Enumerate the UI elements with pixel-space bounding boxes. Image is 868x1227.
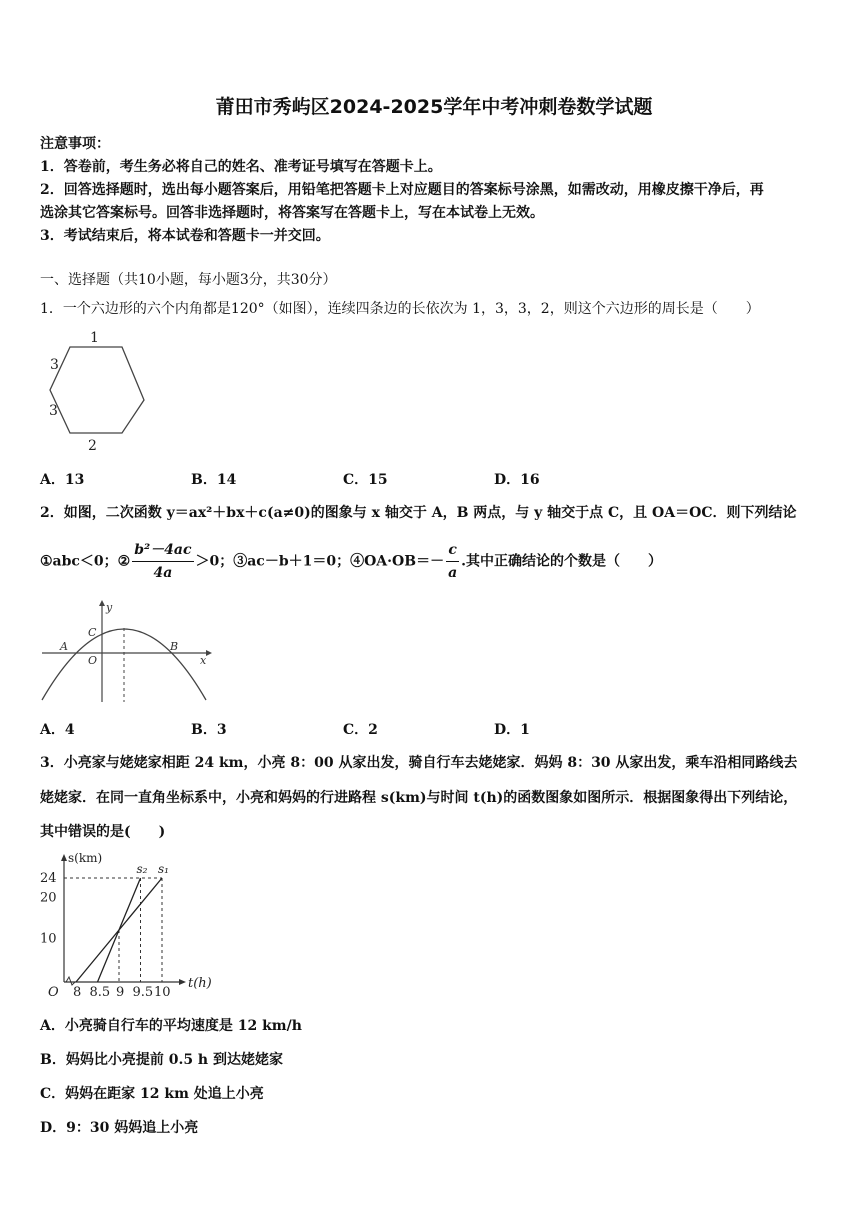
axis-break (66, 977, 75, 985)
label-o: O (88, 654, 98, 667)
q2-stem: 2．如图，二次函数 y＝ax²＋bx＋c(a≠0)的图象与 x 轴交于 A，B 两点，与 y 轴交于点 C，且 OA＝OC．则下列结论 (40, 505, 797, 521)
ytick-label: 24 (40, 871, 57, 886)
q2-fraction-1-num: b²－4ac (132, 539, 193, 562)
y-axis-arrow (99, 600, 105, 606)
q3-stem-line-3: 其中错误的是( ) (40, 824, 166, 840)
q1-option-c: C．15 (343, 472, 388, 488)
ylabel: s(km) (68, 851, 103, 865)
notice-item: 选涂其它答案标号。回答非选择题时，将答案写在答题卡上，写在本试卷上无效。 (40, 205, 544, 221)
q2-fraction-2-den: a (448, 565, 458, 581)
label-a: A (60, 640, 68, 653)
q2-fraction-2 (446, 539, 459, 584)
q1-stem: 1．一个六边形的六个内角都是120°（如图），连续四条边的长依次为 1，3，3，2，则这个六边形的周长是（ ） (40, 301, 760, 317)
q2-option-d: D．1 (494, 722, 530, 738)
hexagon-figure (40, 325, 150, 455)
origin-label: O (48, 985, 59, 1000)
q3-stem-line-2: 姥姥家．在同一直角坐标系中，小亮和妈妈的行进路程 s(km)与时间 t(h)的函数图象如图所示．根据图象得出下列结论， (40, 790, 798, 806)
q1-option-a: A．13 (40, 472, 85, 488)
q2-fraction-1-den: 4a (153, 565, 173, 581)
q2-option-b: B．3 (191, 722, 227, 738)
label-y: y (106, 601, 113, 614)
q2-conclusion-part1: ①abc＜0；② (40, 553, 131, 570)
ytick-label: 10 (40, 931, 57, 947)
label-b: B (170, 640, 179, 653)
q3-option-d: D．9：30 妈妈追上小亮 (40, 1120, 199, 1136)
notice-heading: 注意事项： (40, 136, 110, 152)
q3-option-b: B．妈妈比小亮提前 0.5 h 到达姥姥家 (40, 1052, 283, 1068)
distance-time-chart (38, 846, 228, 1001)
parabola-figure (40, 598, 215, 708)
q2-conclusion-part3: .其中正确结论的个数是（ ） (461, 553, 663, 570)
xtick-label: 8 (73, 985, 82, 1000)
q3-option-a: A．小亮骑自行车的平均速度是 12 km/h (40, 1018, 302, 1034)
series-label-2: s₂ (136, 862, 148, 876)
label-x: x (200, 654, 207, 667)
x-axis-arrow (206, 650, 212, 656)
xtick-label: 9.5 (132, 985, 154, 1000)
section-heading: 一、选择题（共10小题，每小题3分，共30分） (40, 272, 337, 288)
notice-item: 1．答卷前，考生务必将自己的姓名、准考证号填写在答题卡上。 (40, 159, 442, 175)
q2-fraction-1 (132, 539, 193, 584)
page-title: 莆田市秀屿区2024-2025学年中考冲刺卷数学试题 (215, 96, 653, 118)
q3-stem-line-1: 3．小亮家与姥姥家相距 24 km，小亮 8：00 从家出发，骑自行车去姥姥家．妈妈 8：30 从家出发，乘车沿相同路线去 (40, 755, 798, 771)
ytick-label: 20 (40, 890, 57, 906)
hex-label-upper-left: 3 (50, 357, 59, 373)
hex-label-top: 1 (90, 330, 99, 346)
notice-item: 2．回答选择题时，选出每小题答案后，用铅笔把答题卡上对应题目的答案标号涂黑，如需改动，用橡皮擦干净后，再 (40, 182, 764, 198)
q2-conclusions (40, 539, 662, 584)
xtick-label: 8.5 (89, 985, 111, 1000)
q1-option-d: D．16 (494, 472, 540, 488)
hex-label-bottom: 2 (88, 438, 97, 454)
notice-item: 3．考试结束后，将本试卷和答题卡一并交回。 (40, 228, 330, 244)
xtick-label: 10 (154, 985, 171, 1000)
q1-option-b: B．14 (191, 472, 237, 488)
series-label-1: s₁ (158, 862, 169, 876)
q2-option-c: C．2 (343, 722, 378, 738)
hexagon-shape (50, 347, 144, 433)
y-axis-arrow (61, 854, 67, 861)
xtick-label: 9 (116, 985, 125, 1000)
label-c: C (88, 626, 97, 639)
x-axis-arrow (179, 979, 186, 985)
q2-conclusion-part2: ＞0；③ac－b＋1＝0；④OA·OB＝－ (195, 553, 445, 570)
xlabel: t(h) (188, 976, 212, 991)
q3-option-c: C．妈妈在距家 12 km 处追上小亮 (40, 1086, 264, 1102)
q2-option-a: A．4 (40, 722, 75, 738)
q2-fraction-2-num: c (446, 539, 459, 562)
hex-label-lower-left: 3 (49, 403, 58, 419)
